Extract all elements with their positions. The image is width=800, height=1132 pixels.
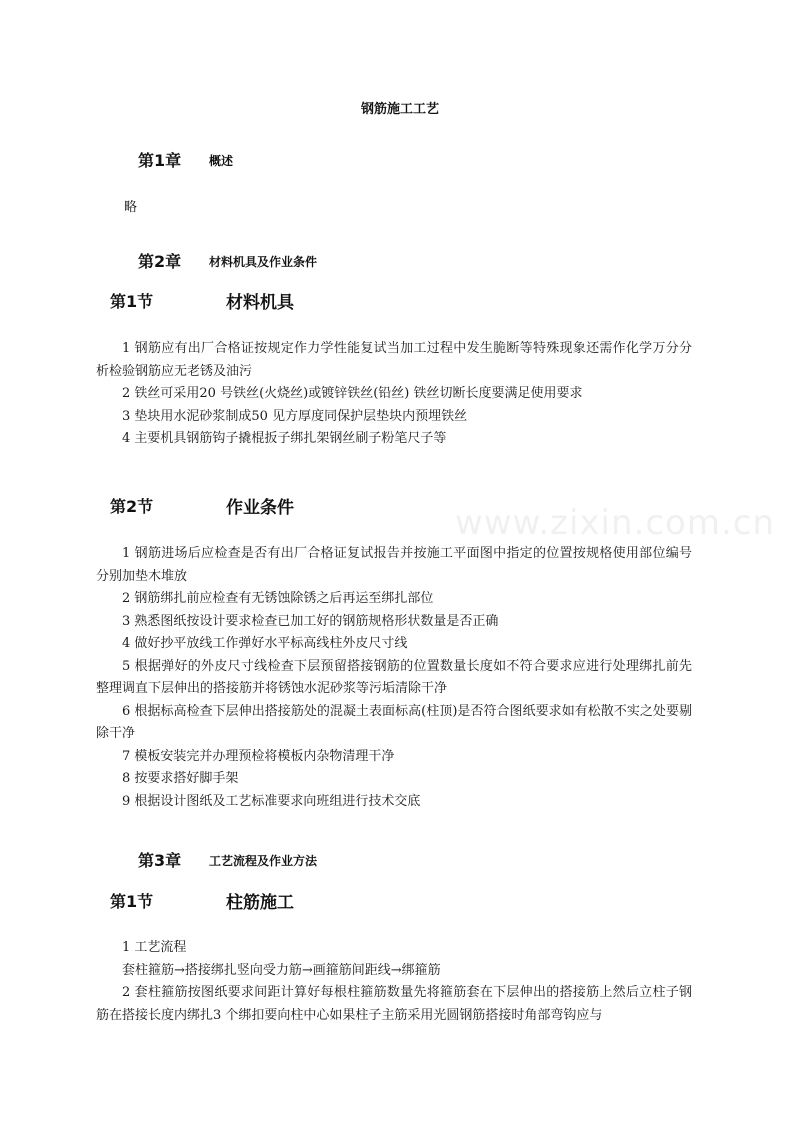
list-item: 1 钢筋应有出厂合格证按规定作力学性能复试当加工过程中发生脆断等特殊现象还需作化学万分分析检验钢筋应无老锈及油污 xyxy=(96,341,692,379)
section-2-title: 作业条件 xyxy=(226,498,294,518)
chapter-1-title: 概述 xyxy=(209,154,234,168)
list-item: 2 套柱箍筋按图纸要求间距计算好每根柱箍筋数量先将箍筋套在下层伸出的搭接筋上然后立柱子钢筋在搭接长度内绑扎3 个绑扣要向柱中心如果柱子主筋采用光圆钢筋搭接时角部弯钩应与 xyxy=(96,985,692,1023)
list-item: 4 主要机具钢筋钩子撬棍扳子绑扎架钢丝刷子粉笔尺子等 xyxy=(122,431,447,446)
list-item: 4 做好抄平放线工作弹好水平标高线柱外皮尺寸线 xyxy=(122,636,408,651)
section-3-title: 柱筋施工 xyxy=(226,893,294,913)
list-item: 3 熟悉图纸按设计要求检查已加工好的钢筋规格形状数量是否正确 xyxy=(122,613,499,629)
section-2-body xyxy=(96,543,692,813)
document-title: 钢筋施工工艺 xyxy=(360,102,439,117)
section-2-number: 第2节 xyxy=(110,497,154,516)
list-item: 2 钢筋绑扎前应检查有无锈蚀除锈之后再运至绑扎部位 xyxy=(122,591,434,606)
list-item: 3 垫块用水泥砂浆制成50 见方厚度同保护层垫块内预埋铁丝 xyxy=(122,408,468,424)
chapter-1-body: 略 xyxy=(124,200,138,215)
section-1-body xyxy=(96,338,692,451)
list-item: 9 根据设计图纸及工艺标准要求向班组进行技术交底 xyxy=(122,793,421,809)
list-item: 2 铁丝可采用20 号铁丝(火烧丝)或镀锌铁丝(铅丝) 铁丝切断长度要满足使用要求 xyxy=(122,386,583,401)
chapter-1-number: 第1章 xyxy=(138,151,182,170)
chapter-2-title: 材料机具及作业条件 xyxy=(209,255,318,269)
watermark: www.zixin.com.cn xyxy=(455,503,775,543)
list-item: 5 根据弹好的外皮尺寸线检查下层预留搭接钢筋的位置数量长度如不符合要求应进行处理绑扎前先整理调直下层伸出的搭接筋并将锈蚀水泥砂浆等污垢清除干净 xyxy=(96,658,692,696)
list-item: 1 钢筋进场后应检查是否有出厂合格证复试报告并按施工平面图中指定的位置按规格使用部位编号分别加垫木堆放 xyxy=(96,546,692,584)
list-item: 8 按要求搭好脚手架 xyxy=(122,771,239,786)
section-3-number: 第1节 xyxy=(110,892,154,911)
list-item: 1 工艺流程 xyxy=(122,940,187,955)
chapter-3-number: 第3章 xyxy=(138,851,182,870)
section-3-body xyxy=(96,937,692,1027)
section-1-number: 第1节 xyxy=(110,292,154,311)
list-item: 6 根据标高检查下层伸出搭接筋处的混凝土表面标高(柱顶)是否符合图纸要求如有松散不实之处要剔除干净 xyxy=(96,703,692,741)
chapter-2-number: 第2章 xyxy=(138,252,182,271)
list-item: 套柱箍筋→搭接绑扎竖向受力筋→画箍筋间距线→绑箍筋 xyxy=(122,962,441,978)
list-item: 7 模板安装完并办理预检将模板内杂物清理干净 xyxy=(122,748,395,764)
section-1-title: 材料机具 xyxy=(226,293,294,313)
chapter-3-title: 工艺流程及作业方法 xyxy=(209,854,318,868)
